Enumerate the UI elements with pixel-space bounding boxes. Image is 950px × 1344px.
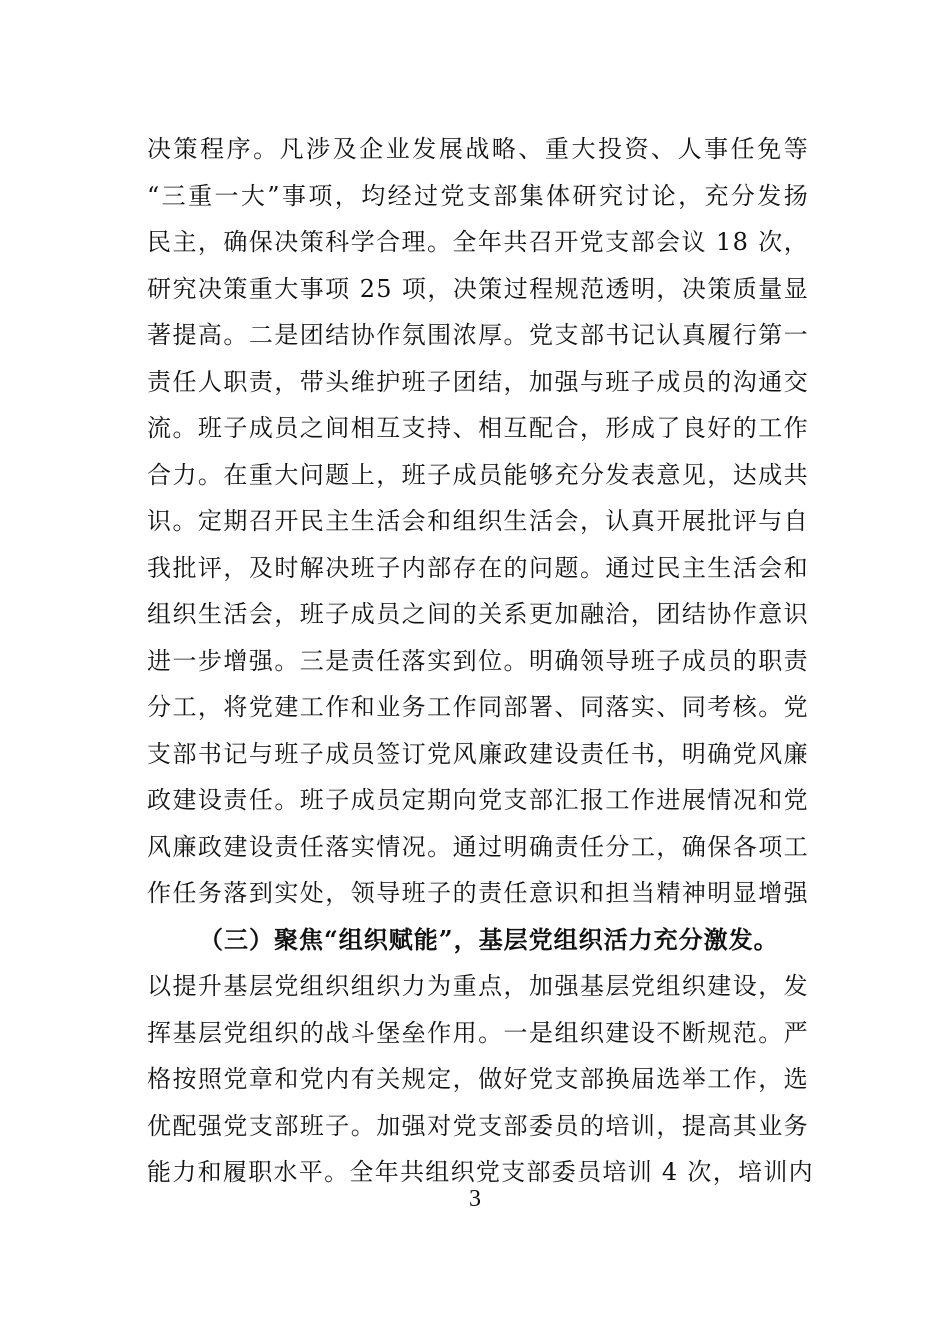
text-line: 格按照党章和党内有关规定，做好党支部换届选举工作，选 bbox=[147, 1065, 809, 1093]
text-line: 研究决策重大事项 25 项，决策过程规范透明，决策质量显 bbox=[147, 274, 809, 303]
text-line: 风廉政建设责任落实情况。通过明确责任分工，确保各项工 bbox=[147, 832, 809, 861]
section-heading: （三）聚焦“组织赋能”，基层党组织活力充分激发。 bbox=[199, 924, 779, 954]
text-line: 决策程序。凡涉及企业发展战略、重大投资、人事任免等 bbox=[147, 135, 809, 163]
text-line: 合力。在重大问题上，班子成员能够充分发表意见，达成共 bbox=[147, 460, 809, 489]
text-line: 识。定期召开民主生活会和组织生活会，认真开展批评与自 bbox=[147, 507, 809, 535]
text-line: 责任人职责，带头维护班子团结，加强与班子成员的沟通交 bbox=[147, 367, 809, 396]
text-line: 著提高。二是团结协作氛围浓厚。党支部书记认真履行第一 bbox=[147, 321, 809, 349]
text-line: 挥基层党组织的战斗堡垒作用。一是组织建设不断规范。严 bbox=[147, 1018, 809, 1047]
text-line: 政建设责任。班子成员定期向党支部汇报工作进展情况和党 bbox=[147, 786, 809, 814]
text-line: 优配强党支部班子。加强对党支部委员的培训，提高其业务 bbox=[147, 1111, 809, 1140]
text-line: 能力和履职水平。全年共组织党支部委员培训 4 次，培训内 bbox=[147, 1158, 814, 1186]
text-line: 分工，将党建工作和业务工作同部署、同落实、同考核。党 bbox=[147, 693, 809, 721]
text-line: 流。班子成员之间相互支持、相互配合，形成了良好的工作 bbox=[147, 414, 809, 442]
text-line: 组织生活会，班子成员之间的关系更加融洽，团结协作意识 bbox=[147, 600, 809, 628]
text-line: 以提升基层党组织组织力为重点，加强基层党组织建设，发 bbox=[147, 972, 809, 1000]
body-text bbox=[147, 126, 814, 1196]
page-number: 3 bbox=[469, 1186, 481, 1212]
text-line: 进一步增强。三是责任落实到位。明确领导班子成员的职责 bbox=[147, 646, 809, 675]
text-line: 支部书记与班子成员签订党风廉政建设责任书，明确党风廉 bbox=[147, 739, 809, 768]
text-line: “三重一大”事项，均经过党支部集体研究讨论，充分发扬 bbox=[147, 181, 809, 210]
text-line: 作任务落到实处，领导班子的责任意识和担当精神明显增强 bbox=[147, 879, 809, 907]
text-line: 民主，确保决策科学合理。全年共召开党支部会议 18 次， bbox=[147, 228, 809, 256]
text-line: 我批评，及时解决班子内部存在的问题。通过民主生活会和 bbox=[147, 553, 809, 582]
